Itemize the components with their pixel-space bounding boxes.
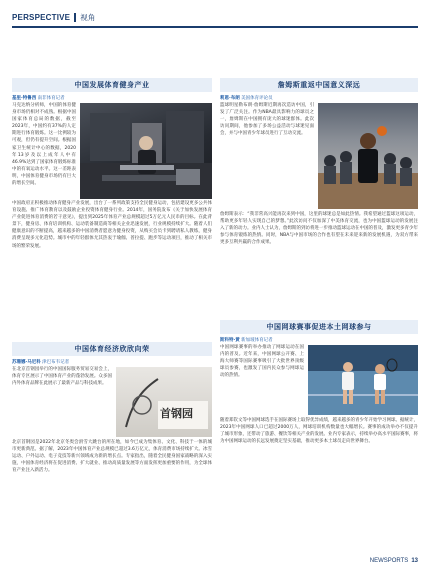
tennis-photo: [308, 345, 418, 415]
crowd-scene-illustration: [318, 103, 418, 209]
article-paragraph: 篮球明星勒布朗·詹姆斯近期再次造访中国，引发了广泛关注。作为NBA最具影响力的球员之一，詹姆斯在中国拥有庞大的球迷群体。此次访问期间，他参加了多场公益活动与球迷见面会，并与中国青少年球员进行了互动交流。: [220, 103, 314, 137]
gym-scene-illustration: [80, 103, 212, 199]
article-paragraph: 北京首钢园是2022年北京冬奥会滑雪大跳台的所在地，如今已成为集体育、文化、科技于一体的城市更新典范。据了解，2023年中国体育产业总规模已超过3.6万亿元，体育消费市场持续扩大。冰雪运动、户外运动、电子竞技等新兴领域成为新的增长点。专家指出，随着全民健身国家战略的深入实施，中国体育经济将在促进消费、扩大就业、推动高质量发展等方面发挥更加重要的作用，为全球体育产业注入新活力。: [12, 440, 212, 474]
author-name: 基里·特鲁西: [12, 96, 37, 101]
article-tennis: [220, 320, 418, 535]
author-role: 美国体育评论员: [241, 96, 273, 101]
article-fitness: [12, 78, 212, 355]
article-economy: [12, 342, 212, 559]
article-paragraph: 詹姆斯表示：“我非常高兴能再次来到中国，这里的球迷总是如此热情。我希望通过篮球这项运动，帮助更多年轻人实现自己的梦想。”此次访问不仅加深了中美体育交流，也为中国篮球运动的发展注入了新的动力。业内人士认为，詹姆斯的到访将进一步推动篮球运动在中国的普及，激发更多青少年参与体育锻炼的热情。同时，NBA与中国市场的合作也有望在未来迎来新的发展机遇，为双方带来更多互利共赢的合作成果。: [220, 212, 418, 246]
article-title: 中国体育经济欣欣向荣: [12, 342, 212, 356]
author-role: 南非体育记者: [37, 96, 65, 101]
page-number: 13: [411, 558, 418, 564]
tennis-scene-illustration: [308, 345, 418, 415]
author-name: 苏珊娜·马尼科: [12, 360, 41, 365]
article-paragraph: 马克达纳分析师，中国的体育健身市场仍相对不成熟。根据中国国家体育总局的数据，截至2023年，中国约有37%的人定期进行体育锻炼。这一比例较为可观，但仍有提升空间。根据国家卫生统计中心的数据，2020年13岁及以上成年人中有46.9%达到了国家体育锻炼标准中的有氧运动水平。这一差距表明，中国体育健身市场仍有巨大的增长空间。: [12, 103, 76, 187]
article-paragraph: 中国网球赛事的举办推动了网球运动在国内的普及。近年来，中国网球公开赛、上海大师赛等国际赛事吸引了大批世界顶级球员参赛，也激发了国内民众参与网球运动的热情。: [220, 345, 304, 379]
section-name: 视角: [80, 12, 96, 22]
magazine-section-brand: PERSPECTIVE: [12, 12, 71, 22]
author-role: 津巴布韦记者: [42, 360, 70, 365]
author-name: 斯科特·黄: [220, 338, 240, 343]
article-james: [220, 78, 418, 331]
article-paragraph: 在北京首钢园举行的中国国际服务贸易交易会上，体育专区展示了中国体育产业的蓬勃发展。众多国内外体育品牌在此展示了最新产品与科技成果。: [12, 367, 112, 387]
page-header: [12, 8, 95, 26]
header-divider: [74, 13, 76, 22]
article-title: 中国网球赛事促进本土网球参与: [220, 320, 418, 334]
header-rule: [12, 26, 418, 28]
basketball-photo: [318, 103, 418, 209]
gym-photo: [80, 103, 212, 199]
article-paragraph: 随着郑钦文等中国网球选手在国际赛场上取得优异成绩，越来越多的青少年开始学习网球。据统计，2023年中国网球人口已超过2000万人，网球培训机构数量也大幅增长。赛事的成功举办不仅提升了城市形象，还带动了旅游、餐饮等相关产业的发展。业内专家表示，持续举办高水平国际赛事，将为中国网球运动的长远发展奠定坚实基础，推动更多本土球员走向世界舞台。: [220, 418, 418, 445]
author-role: 新加坡体育记者: [241, 338, 273, 343]
article-title: 詹姆斯重返中国意义深远: [220, 78, 418, 92]
shougang-sign-illustration: [116, 367, 212, 437]
article-title: 中国发展体育健身产业: [12, 78, 212, 92]
article-paragraph: 中国政府正积极推动体育健身产业发展，出台了一系列政策支持全民健身运动，包括建设更多公共体育设施、推广体育教育以及鼓励企业投资体育健身行业。2014年，国务院发布《关于加快发展体育产业促进体育消费的若干意见》，提出到2025年体育产业总规模超过5万亿元人民币的目标。在此背景下，健身房、体育培训机构、运动装备制造商等相关企业迅速发展，行业规模持续扩大。随着人们健康意识的不断提高，越来越多的中国消费者愿意为健身投资，从购买会员卡到聘请私人教练，健身消费呈现多元化趋势。城市中的年轻群体尤其热衷于瑜伽、普拉提、跑步等运动项目，推动了相关市场的繁荣发展。: [12, 201, 212, 249]
author-name: 莉恩·布朗: [220, 96, 240, 101]
shougang-photo: [116, 367, 212, 437]
page-footer: [370, 558, 418, 564]
shougang-sign-text: 首钢园: [160, 407, 193, 420]
footer-magazine-name: NEWSPORTS: [369, 558, 409, 564]
